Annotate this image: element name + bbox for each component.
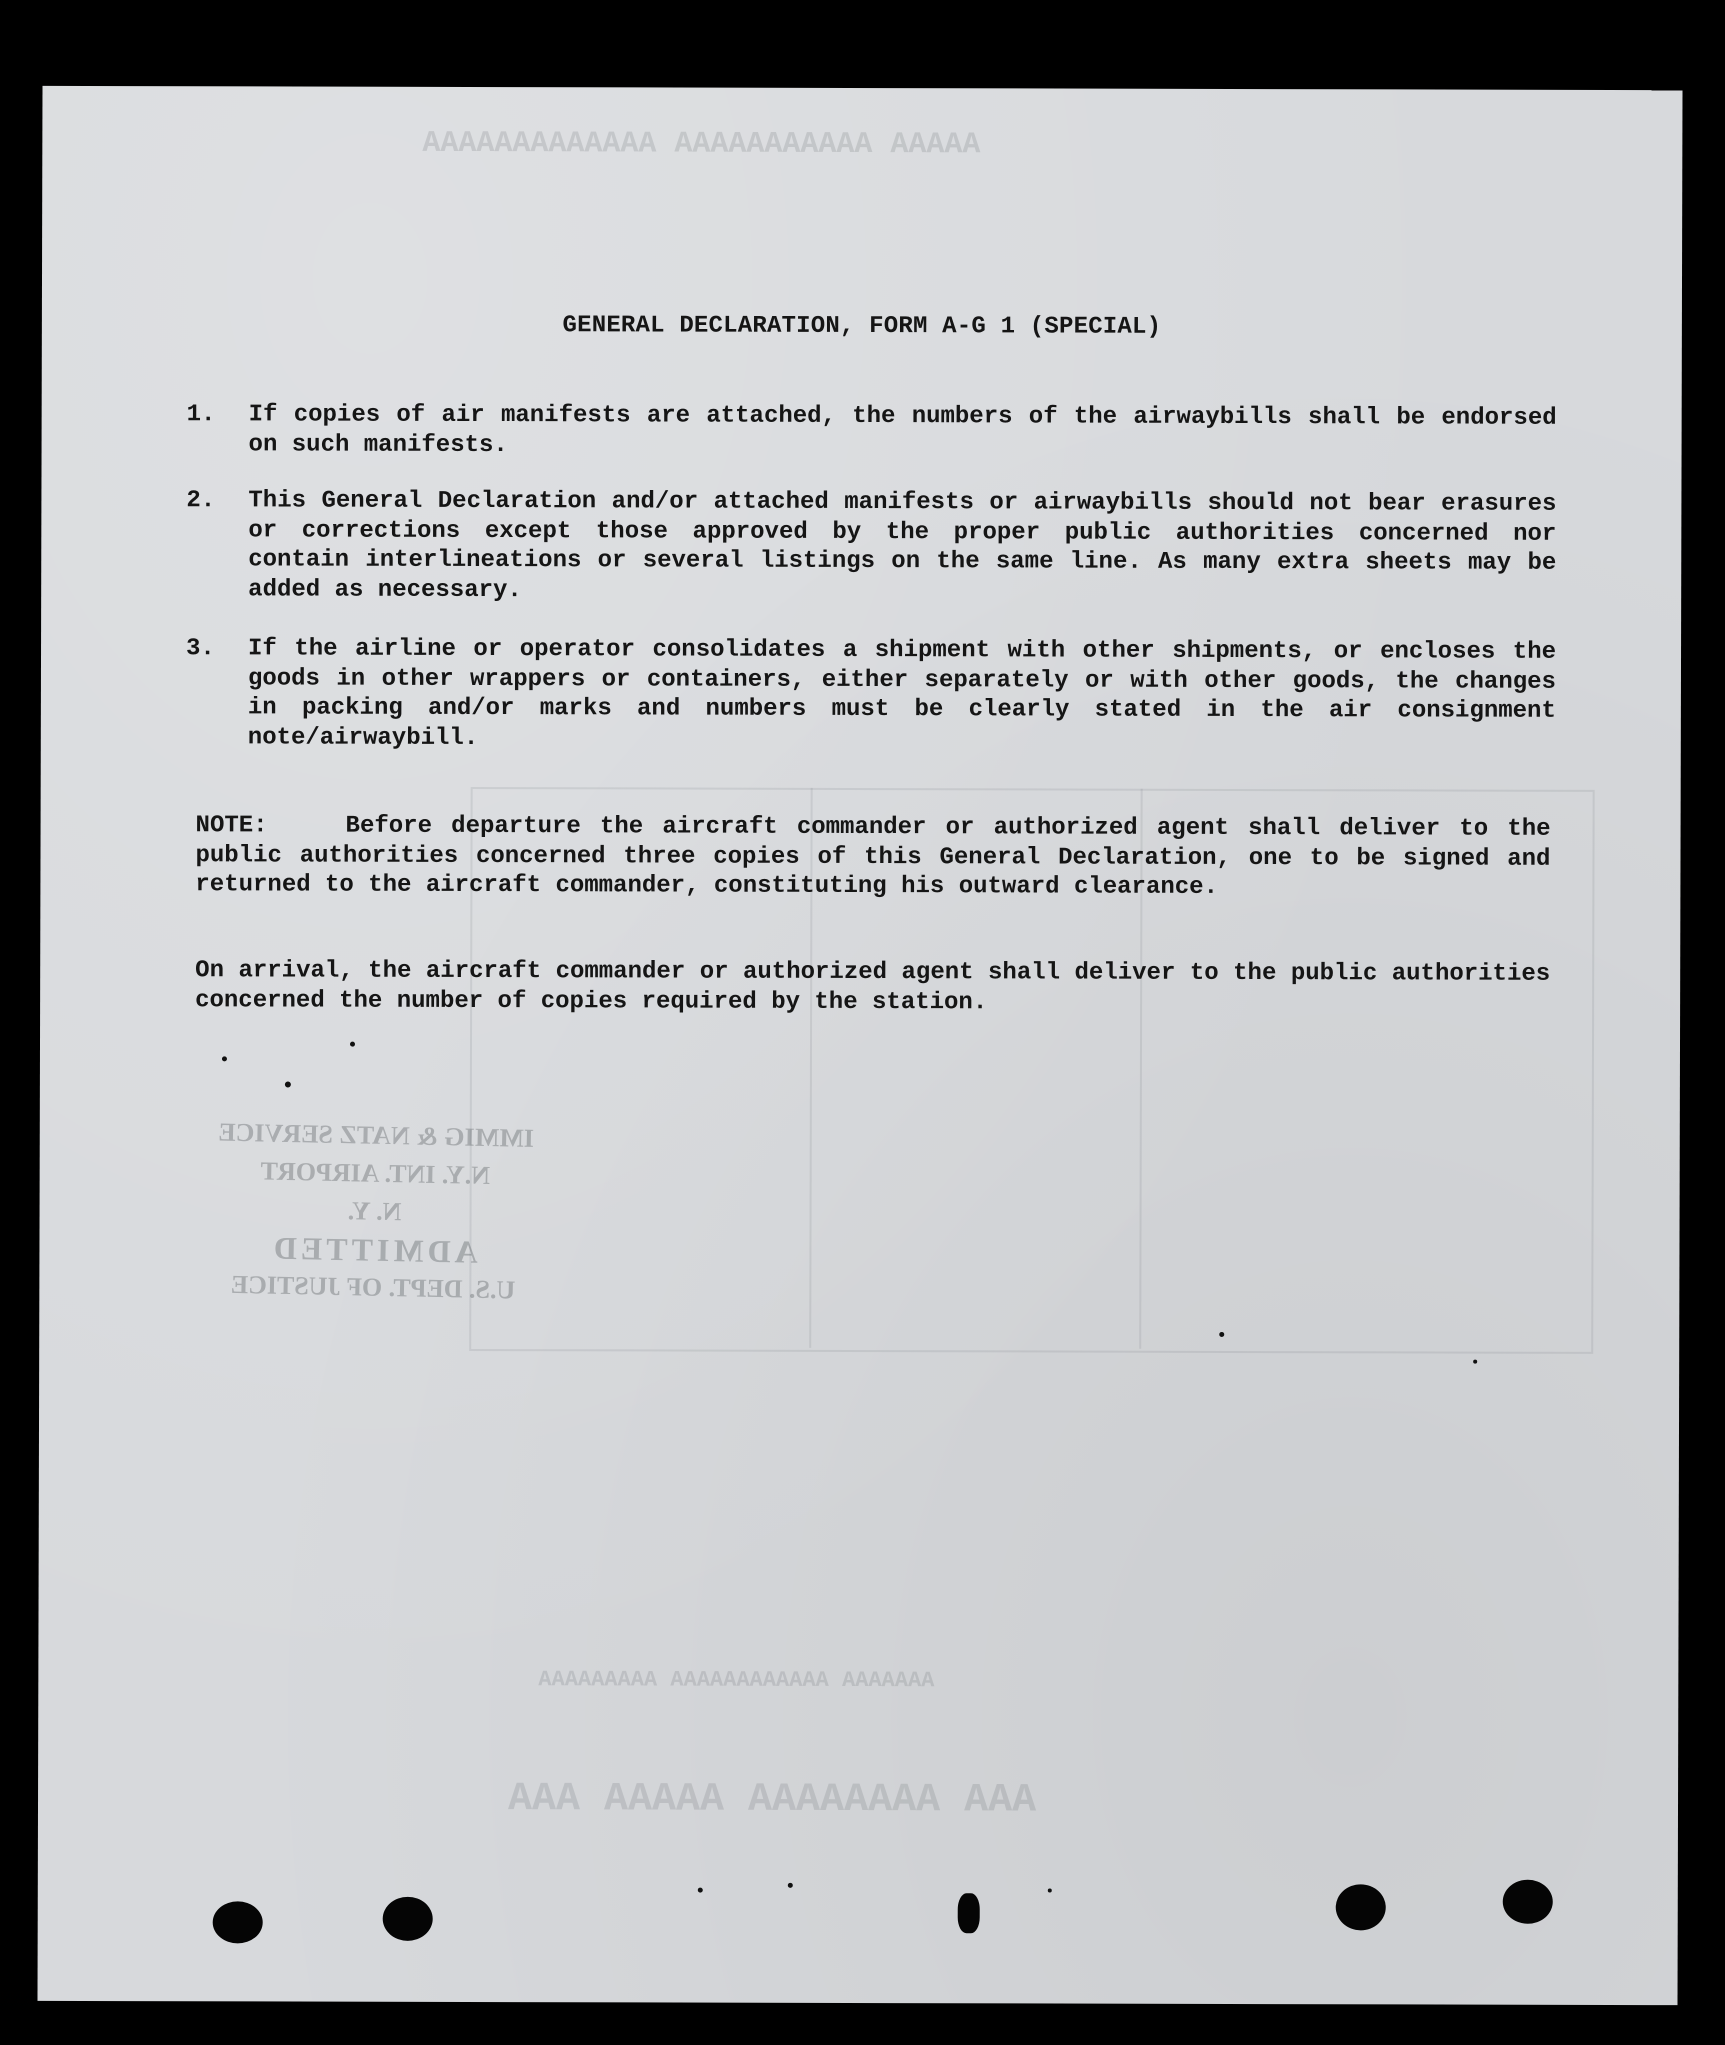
bleed-through-footer-2: AAA AAAAAAAA AAAAA AAA	[507, 1777, 1037, 1824]
ink-speck	[285, 1081, 291, 1087]
punch-hole	[1336, 1884, 1386, 1930]
document-title: GENERAL DECLARATION, FORM A-G 1 (SPECIAL)	[562, 312, 1162, 341]
item-number: 3.	[186, 635, 215, 663]
ink-speck	[350, 1042, 355, 1047]
punch-hole	[1503, 1880, 1553, 1924]
item-text: This General Declaration and/or attached manifests or airwaybills should not bear erasures or corrections except those approved by the proper public authorities concerned nor contain interlineations or several listings on the same line. As many extra sheets may be added as necessary.	[248, 487, 1557, 604]
bleed-through-footer-1: AAAAAAA AAAAAAAAAAAA AAAAAAAAA	[538, 1667, 935, 1694]
ink-speck	[222, 1056, 227, 1061]
item-number: 1.	[186, 401, 216, 429]
stamp-line: ADMITTED	[269, 1229, 479, 1270]
note-label: NOTE:	[195, 812, 268, 840]
ink-speck	[698, 1888, 703, 1893]
item-text: If copies of air manifests are attached, the numbers of the airwaybills shall be endorsed on such manifests.	[248, 401, 1557, 459]
stamp-line: N.Y. INT. AIRPORT	[260, 1156, 491, 1191]
stamp-line: N. Y.	[347, 1196, 402, 1227]
instruction-item-1	[187, 400, 1557, 463]
torn-mark	[958, 1893, 980, 1933]
ink-speck	[1473, 1360, 1477, 1364]
instruction-item-3	[186, 634, 1556, 756]
item-number: 2.	[186, 487, 216, 515]
instruction-item-2	[186, 486, 1556, 608]
punch-hole	[213, 1901, 263, 1943]
bleed-through-heading: AAAAA AAAAAAAAAAA AAAAAAAAAAAAA	[422, 126, 981, 163]
item-text: If the airline or operator consolidates a shipment with other shipments, or encloses the goods in other wrappers or containers, either separately or with other goods, the changes in packing and/or marks and numbers must be clearly stated in the air consignment note/airwaybill.	[247, 635, 1557, 752]
document-body	[37, 86, 1682, 2005]
stamp-line: U.S. DEPT. OF JUSTICE	[230, 1269, 516, 1305]
stamp-line: IMMIG & NATZ SERVICE	[217, 1117, 535, 1153]
note-text: Before departure the aircraft commander or authorized agent shall deliver to the public authorities concerned three copies of this General Declaration, one to be signed and returned to the aircraft commander, constituting his outward clearance.	[195, 812, 1551, 901]
departure-note	[195, 811, 1550, 903]
punch-hole	[383, 1897, 433, 1941]
arrival-note: On arrival, the aircraft commander or authorized agent shall deliver to the public authorities concerned the number of copies required by the station.	[195, 957, 1551, 1016]
document-page	[37, 86, 1682, 2005]
ink-speck	[1219, 1332, 1224, 1337]
ink-speck	[788, 1883, 793, 1888]
ink-speck	[1048, 1888, 1052, 1892]
